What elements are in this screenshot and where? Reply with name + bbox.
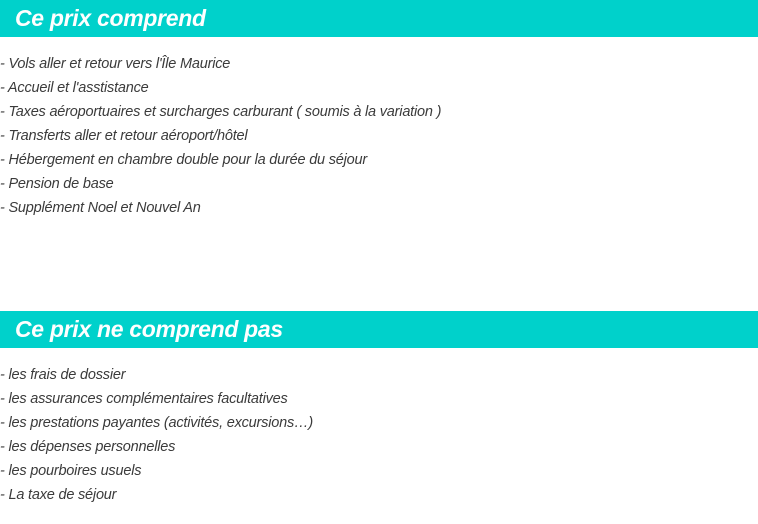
list-item: - les pourboires usuels (0, 463, 142, 479)
list-item: - Accueil et l'asstistance (0, 80, 149, 96)
list-item: - La taxe de séjour (0, 487, 117, 503)
list-item: - Pension de base (0, 176, 114, 192)
list-item: - Supplément Noel et Nouvel An (0, 200, 201, 216)
list-item: - Taxes aéroportuaires et surcharges carburant ( soumis à la variation ) (0, 104, 442, 120)
list-item: - Hébergement en chambre double pour la durée du séjour (0, 152, 368, 168)
excluded-section-header (0, 311, 758, 348)
included-section-title: Ce prix comprend (15, 5, 206, 31)
list-item: - les assurances complémentaires facultatives (0, 391, 288, 407)
list-item: - les dépenses personnelles (0, 439, 176, 455)
list-item: - Vols aller et retour vers l'Île Maurice (0, 56, 231, 72)
list-item: - les frais de dossier (0, 367, 126, 383)
excluded-list (0, 363, 313, 507)
included-section-header (0, 0, 758, 37)
included-list (0, 52, 441, 220)
list-item: - les prestations payantes (activités, excursions…) (0, 415, 313, 431)
list-item: - Transferts aller et retour aéroport/hôtel (0, 128, 248, 144)
excluded-section-title: Ce prix ne comprend pas (15, 316, 283, 342)
